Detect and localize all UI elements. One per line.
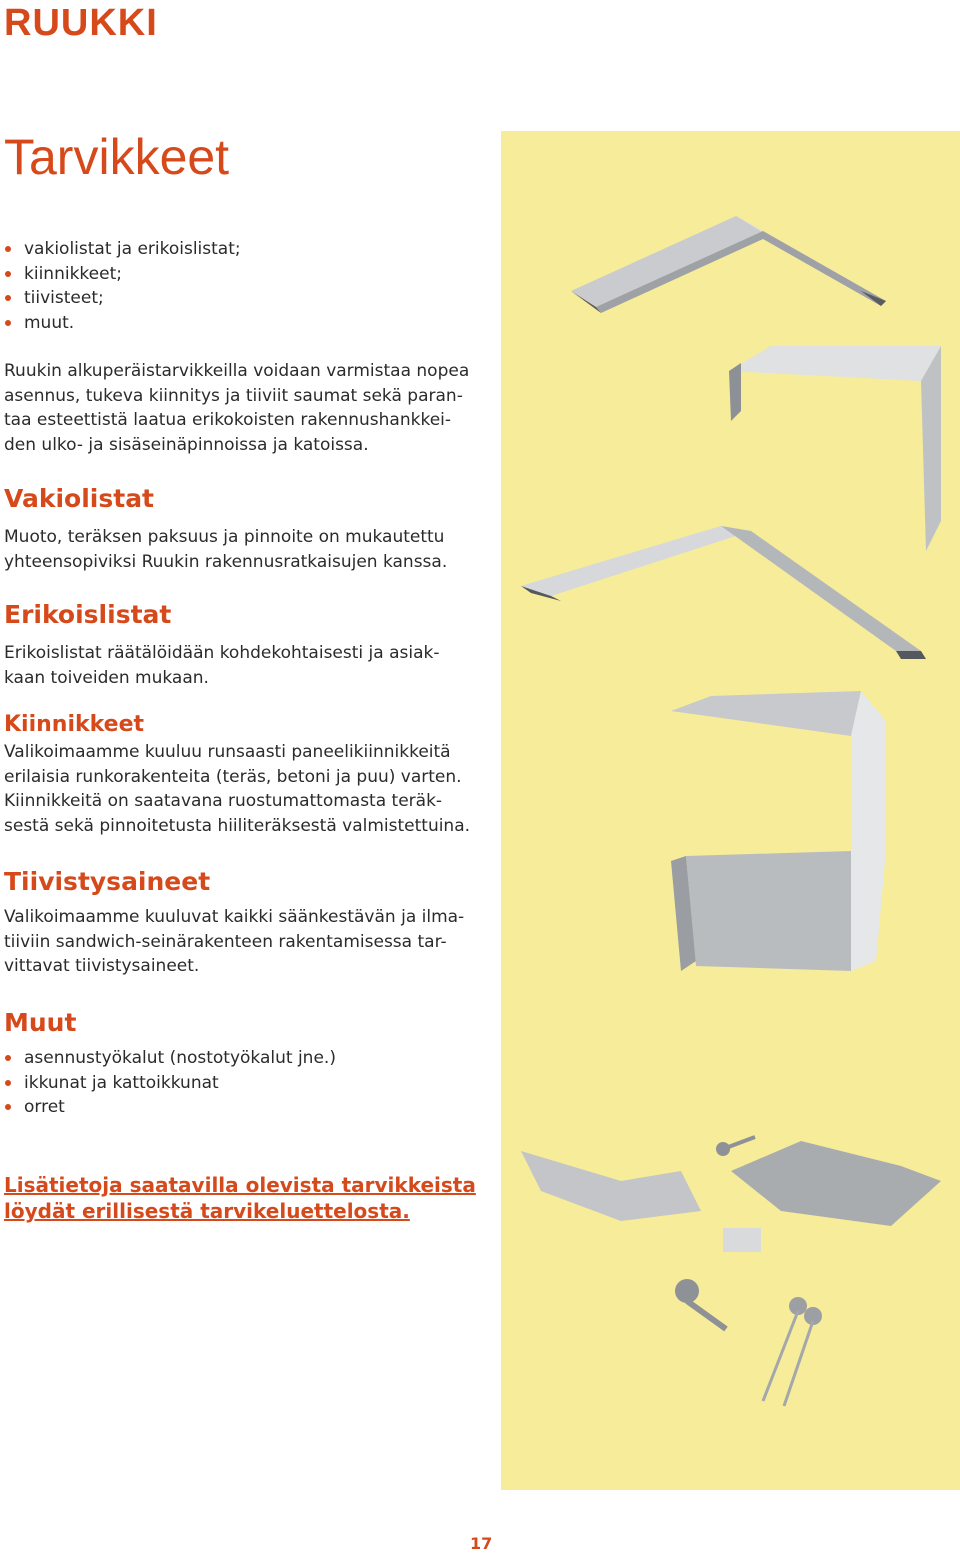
heading-vakiolistat: Vakiolistat — [4, 484, 155, 513]
heading-kiinnikkeet: Kiinnikkeet — [4, 712, 145, 737]
heading-erikoislistat: Erikoislistat — [4, 600, 172, 629]
list-item: kiinnikkeet; — [4, 262, 241, 287]
list-item: orret — [4, 1095, 336, 1120]
screws-and-accessories-image — [521, 1137, 941, 1406]
wall-flashing-image — [671, 691, 886, 971]
text-erikoislistat: Erikoislistat räätälöidään kohdekohtaisesti ja asiak- kaan toiveiden mukaan. — [4, 643, 440, 688]
heading-muut: Muut — [4, 1008, 77, 1037]
list-item: vakiolistat ja erikoislistat; — [4, 237, 241, 262]
muut-bullet-list — [4, 1046, 336, 1120]
more-info-link[interactable]: Lisätietoja saatavilla olevista tarvikkeista löydät erillisestä tarvikeluettelosta. — [4, 1173, 476, 1223]
corner-flashing-image — [729, 346, 941, 551]
illustration-graphic — [501, 131, 960, 1490]
ruukki-logo: RUUKKI — [4, 2, 158, 44]
text-tiivistysaineet: Valikoimaamme kuuluvat kaikki säänkestävän ja ilma- tiiviin sandwich-seinärakenteen rakentamisessa tar- vittavat tiivistysaineet. — [4, 907, 465, 976]
page-number: 17 — [470, 1534, 493, 1553]
list-item: muut. — [4, 311, 241, 336]
roof-flashing-image — [521, 526, 926, 659]
list-item: ikkunat ja kattoikkunat — [4, 1071, 336, 1096]
intro-bullet-list — [4, 237, 241, 335]
text-vakiolistat: Muoto, teräksen paksuus ja pinnoite on mukautettu yhteensopiviksi Ruukin rakennusratkaisujen kanssa. — [4, 527, 448, 572]
accessories-illustration — [501, 131, 960, 1490]
heading-tiivistysaineet: Tiivistysaineet — [4, 867, 211, 896]
page-title: Tarvikkeet — [4, 129, 230, 185]
intro-paragraph: Ruukin alkuperäistarvikkeilla voidaan varmistaa nopea asennus, tukeva kiinnitys ja tiiviit saumat sekä paran- taa esteettistä laatua erikokoisten rakennushankkei- den ulko- ja sisäseinäpinnoissa ja katoissa. — [4, 361, 470, 455]
list-item: tiivisteet; — [4, 286, 241, 311]
list-item: asennustyökalut (nostotyökalut jne.) — [4, 1046, 336, 1071]
text-kiinnikkeet: Valikoimaamme kuuluu runsaasti paneelikiinnikkeitä erilaisia runkorakenteita (teräs, betoni ja puu) varten. Kiinnikkeitä on saatavana ruostumattomasta teräk- sestä sekä pinnoitetusta hiiliteräksestä valmistettuina. — [4, 742, 471, 836]
ridge-flashing-image — [571, 216, 886, 313]
